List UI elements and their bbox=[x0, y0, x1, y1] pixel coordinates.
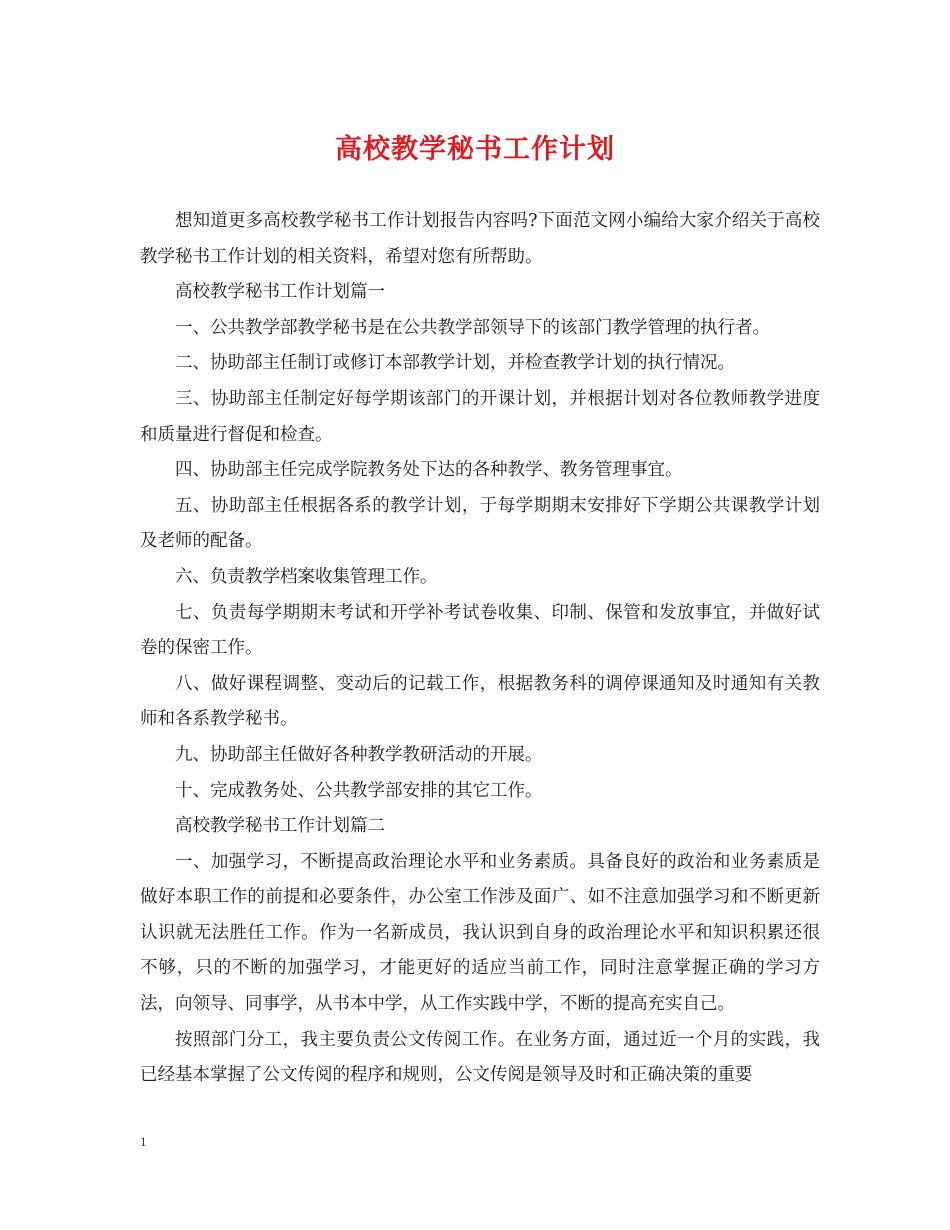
paragraph: 五、协助部主任根据各系的教学计划，于每学期期末安排好下学期公共课教学计划及老师的配备。 bbox=[140, 495, 820, 552]
paragraph: 按照部门分工，我主要负责公文传阅工作。在业务方面，通过近一个月的实践，我已经基本掌握了公文传阅的程序和规则，公文传阅是领导及时和正确决策的重要 bbox=[140, 1029, 820, 1086]
paragraph: 想知道更多高校教学秘书工作计划报告内容吗?下面范文网小编给大家介绍关于高校教学秘书工作计划的相关资料，希望对您有所帮助。 bbox=[140, 211, 820, 267]
paragraph: 六、负责教学档案收集管理工作。 bbox=[175, 566, 438, 587]
document-title: 高校教学秘书工作计划 bbox=[335, 134, 615, 165]
paragraph: 四、协助部主任完成学院教务处下达的各种教学、教务管理事宜。 bbox=[175, 460, 683, 481]
section-heading: 高校教学秘书工作计划篇一 bbox=[175, 282, 385, 303]
paragraph: 一、公共教学部教学秘书是在公共教学部领导下的该部门教学管理的执行者。 bbox=[175, 317, 770, 338]
section-heading: 高校教学秘书工作计划篇二 bbox=[175, 816, 385, 837]
paragraph: 九、协助部主任做好各种教学教研活动的开展。 bbox=[175, 744, 543, 765]
page-number: 1 bbox=[140, 1134, 147, 1149]
paragraph: 十、完成教务处、公共教学部安排的其它工作。 bbox=[175, 780, 543, 801]
paragraph: 八、做好课程调整、变动后的记载工作，根据教务科的调停课通知及时通知有关教师和各系教学秘书。 bbox=[140, 673, 820, 730]
paragraph: 一、加强学习，不断提高政治理论水平和业务素质。具备良好的政治和业务素质是做好本职工作的前提和必要条件，办公室工作涉及面广、如不注意加强学习和不断更新认识就无法胜任工作。作为一名新成员，我认识到自身的政治理论水平和知识积累还很不够，只的不断的加强学习，才能更好的适应当前工作，同时注意掌握正确的学习方法，向领导、同事学，从书本中学，从工作实践中学，不断的提高充实自己。 bbox=[140, 851, 820, 1015]
document-body bbox=[140, 204, 820, 1094]
paragraph: 三、协助部主任制定好每学期该部门的开课计划，并根据计划对各位教师教学进度和质量进行督促和检查。 bbox=[140, 388, 820, 445]
paragraph: 二、协助部主任制订或修订本部教学计划，并检查教学计划的执行情况。 bbox=[175, 353, 735, 374]
paragraph: 七、负责每学期期末考试和开学补考试卷收集、印制、保管和发放事宜，并做好试卷的保密工作。 bbox=[140, 602, 820, 659]
